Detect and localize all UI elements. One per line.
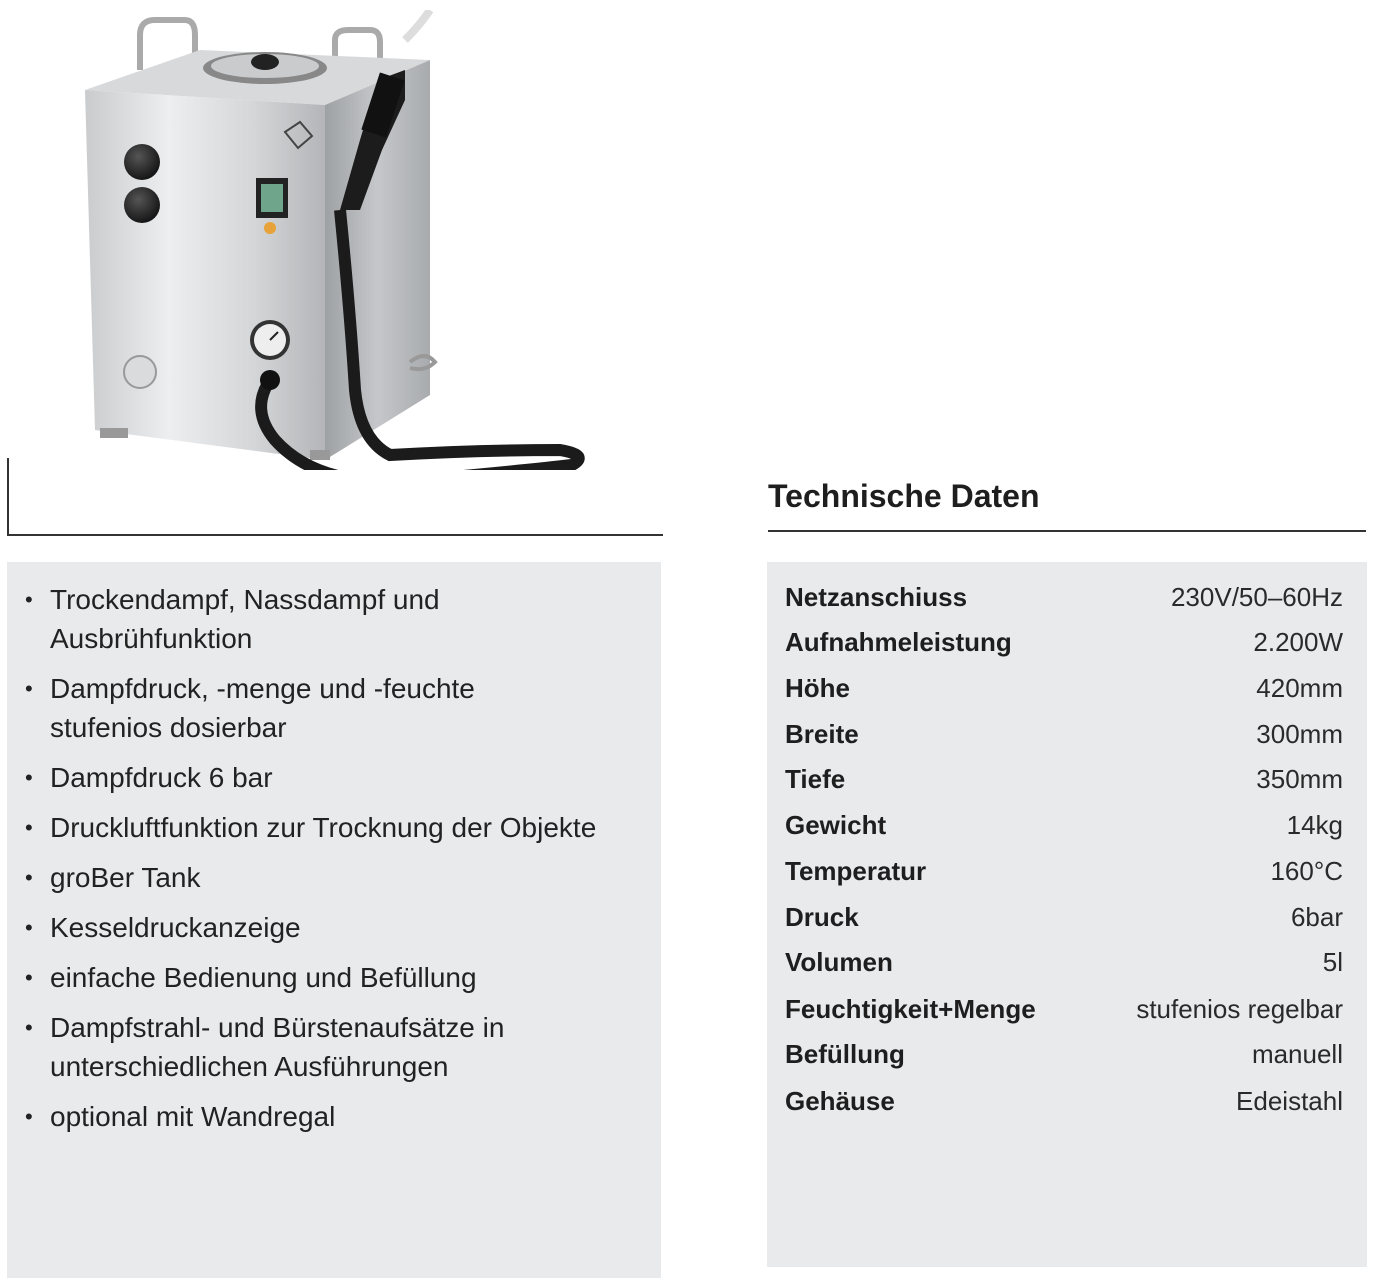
feature-item bbox=[25, 958, 661, 997]
features-panel bbox=[7, 562, 661, 1278]
bullet-icon: • bbox=[25, 865, 33, 890]
feature-item bbox=[25, 908, 661, 947]
feature-text-line: einfache Bedienung und Befüllung bbox=[50, 962, 477, 993]
left-horizontal-rule bbox=[7, 534, 663, 536]
feature-item bbox=[25, 858, 661, 897]
spec-row bbox=[785, 942, 1343, 982]
spec-value: stufenios regelbar bbox=[1136, 993, 1343, 1024]
bullet-icon: • bbox=[25, 915, 33, 940]
feature-text-line: Dampfdruck, -menge und -feuchte bbox=[50, 673, 475, 704]
bullet-icon: • bbox=[25, 1015, 33, 1040]
tech-title-rule bbox=[768, 530, 1366, 532]
feature-item bbox=[25, 1008, 661, 1086]
feature-item bbox=[25, 580, 661, 658]
bullet-icon: • bbox=[25, 815, 33, 840]
spec-value: 300mm bbox=[1256, 718, 1343, 749]
spec-label: Netzanschiuss bbox=[785, 581, 968, 612]
spec-value: 420mm bbox=[1256, 672, 1343, 703]
spec-label: Tiefe bbox=[785, 763, 846, 794]
feature-item bbox=[25, 808, 661, 847]
spec-label: Druck bbox=[785, 901, 859, 932]
bullet-icon: • bbox=[25, 587, 33, 612]
feature-list bbox=[7, 562, 661, 1136]
bullet-icon: • bbox=[25, 965, 33, 990]
spec-row bbox=[785, 805, 1343, 845]
tech-title: Technische Daten bbox=[768, 478, 1040, 514]
spec-value: 350mm bbox=[1256, 763, 1343, 794]
bullet-icon: • bbox=[25, 676, 33, 701]
feature-text-line: Dampfstrahl- und Bürstenaufsätze in bbox=[50, 1012, 505, 1043]
feature-text-line: groBer Tank bbox=[50, 862, 201, 893]
spec-row bbox=[785, 897, 1343, 937]
spec-label: Gehäuse bbox=[785, 1085, 895, 1116]
spec-label: Breite bbox=[785, 718, 859, 749]
spec-value: 6bar bbox=[1290, 901, 1343, 932]
feature-text-line: unterschiedlichen Ausführungen bbox=[50, 1051, 449, 1082]
spec-label: Höhe bbox=[785, 672, 850, 703]
feature-text-line: stufenios dosierbar bbox=[50, 712, 287, 743]
feature-text-line: Druckluftfunktion zur Trocknung der Objekte bbox=[50, 812, 597, 843]
spec-label: Temperatur bbox=[785, 855, 927, 886]
feature-text-line: Ausbrühfunktion bbox=[50, 623, 253, 654]
spec-row bbox=[785, 668, 1343, 708]
spec-value: 14kg bbox=[1286, 809, 1343, 840]
spec-label: Befüllung bbox=[785, 1038, 905, 1069]
feature-item bbox=[25, 758, 661, 797]
spec-label: Aufnahmeleistung bbox=[785, 626, 1012, 657]
spec-value: Edeistahl bbox=[1236, 1085, 1343, 1116]
spec-value: 2.200W bbox=[1253, 626, 1343, 657]
feature-text-line: optional mit Wandregal bbox=[50, 1101, 336, 1132]
spec-row bbox=[785, 759, 1343, 799]
spec-row bbox=[785, 577, 1343, 617]
spec-row bbox=[785, 989, 1343, 1029]
bullet-icon: • bbox=[25, 765, 33, 790]
spec-row bbox=[785, 622, 1343, 662]
bullet-icon: • bbox=[25, 1104, 33, 1129]
feature-text-line: Kesseldruckanzeige bbox=[50, 912, 301, 943]
spec-value: 230V/50–60Hz bbox=[1170, 581, 1343, 612]
spec-row bbox=[785, 851, 1343, 891]
left-vertical-rule bbox=[7, 458, 9, 536]
spec-row bbox=[785, 714, 1343, 754]
spec-label: Volumen bbox=[785, 946, 893, 977]
tech-data-panel bbox=[767, 562, 1367, 1267]
spec-label: Feuchtigkeit+Menge bbox=[785, 993, 1036, 1024]
steam-cleaner-illustration bbox=[60, 10, 600, 470]
feature-text-line: Dampfdruck 6 bar bbox=[50, 762, 273, 793]
spec-value: 5l bbox=[1322, 946, 1343, 977]
feature-item bbox=[25, 1097, 661, 1136]
spec-row bbox=[785, 1081, 1343, 1121]
spec-value: 160°C bbox=[1270, 855, 1343, 886]
feature-text-line: Trockendampf, Nassdampf und bbox=[50, 584, 440, 615]
feature-item bbox=[25, 669, 661, 747]
product-image bbox=[60, 10, 600, 470]
spec-row bbox=[785, 1034, 1343, 1074]
spec-value: manuell bbox=[1251, 1038, 1343, 1069]
spec-label: Gewicht bbox=[785, 809, 887, 840]
